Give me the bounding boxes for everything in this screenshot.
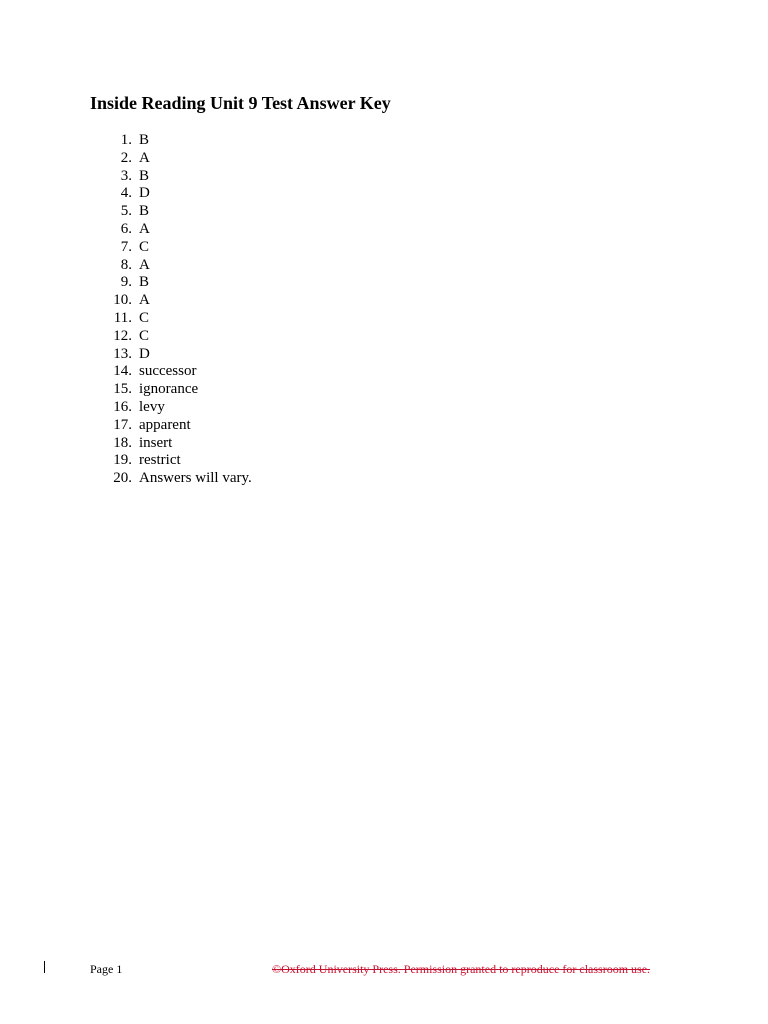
answer-text: restrict: [139, 452, 181, 469]
footer-page-number: Page 1: [90, 962, 123, 976]
answer-text: D: [139, 185, 150, 202]
answer-number: 15.: [113, 381, 132, 398]
answer-number: 10.: [113, 292, 132, 309]
answer-text: A: [139, 256, 150, 273]
answer-number: 11.: [113, 309, 132, 326]
list-item: [100, 185, 252, 203]
list-item: [100, 346, 252, 364]
list-item: [100, 292, 252, 310]
list-item: [100, 239, 252, 257]
answer-number: 17.: [113, 416, 132, 433]
answer-text: B: [139, 132, 150, 148]
answer-number: 16.: [113, 398, 132, 415]
list-item: [100, 221, 252, 239]
answer-number: 3.: [120, 167, 132, 184]
answer-text: insert: [139, 434, 173, 451]
list-item: [100, 132, 252, 150]
list-item: [100, 203, 252, 221]
answer-number: 6.: [120, 220, 132, 237]
answer-number: 2.: [120, 149, 132, 166]
answer-number: 7.: [120, 238, 132, 255]
answer-text: C: [139, 238, 150, 255]
list-item: [100, 328, 252, 346]
answer-number: 14.: [113, 363, 132, 380]
answer-text: C: [139, 327, 150, 344]
answer-text: levy: [139, 398, 165, 415]
list-item: [100, 363, 252, 381]
answer-number: 18.: [113, 434, 132, 451]
answer-text: B: [139, 167, 150, 184]
answer-text: A: [139, 220, 150, 237]
answer-text: A: [139, 292, 150, 309]
answer-number: 9.: [120, 274, 132, 291]
answer-number: 4.: [120, 185, 132, 202]
list-item: [100, 452, 252, 470]
answer-number: 1.: [120, 132, 132, 148]
list-item: [100, 168, 252, 186]
list-item: [100, 150, 252, 168]
answer-number: 20.: [113, 470, 132, 487]
list-item: [100, 417, 252, 435]
page-title: Inside Reading Unit 9 Test Answer Key: [90, 93, 391, 113]
list-item: [100, 274, 252, 292]
list-item: [100, 435, 252, 453]
list-item: [100, 257, 252, 275]
answer-text: D: [139, 345, 150, 362]
answer-text: B: [139, 274, 150, 291]
answer-number: 13.: [113, 345, 132, 362]
answer-text: Answers will vary.: [139, 470, 252, 487]
answer-number: 8.: [120, 256, 132, 273]
answer-number: 19.: [113, 452, 132, 469]
footer-copyright: ©Oxford University Press. Permission granted to reproduce for classroom use.: [272, 962, 651, 976]
list-item: [100, 310, 252, 328]
answer-text: successor: [139, 363, 197, 380]
answer-number: 12.: [113, 327, 132, 344]
answer-list: [100, 132, 252, 488]
answer-text: ignorance: [139, 381, 199, 398]
list-item: [100, 470, 252, 488]
answer-text: B: [139, 203, 150, 220]
answer-text: A: [139, 149, 150, 166]
list-item: [100, 399, 252, 417]
answer-text: C: [139, 309, 150, 326]
answer-number: 5.: [120, 203, 132, 220]
revision-bar: [44, 961, 45, 973]
answer-text: apparent: [139, 416, 191, 433]
list-item: [100, 381, 252, 399]
